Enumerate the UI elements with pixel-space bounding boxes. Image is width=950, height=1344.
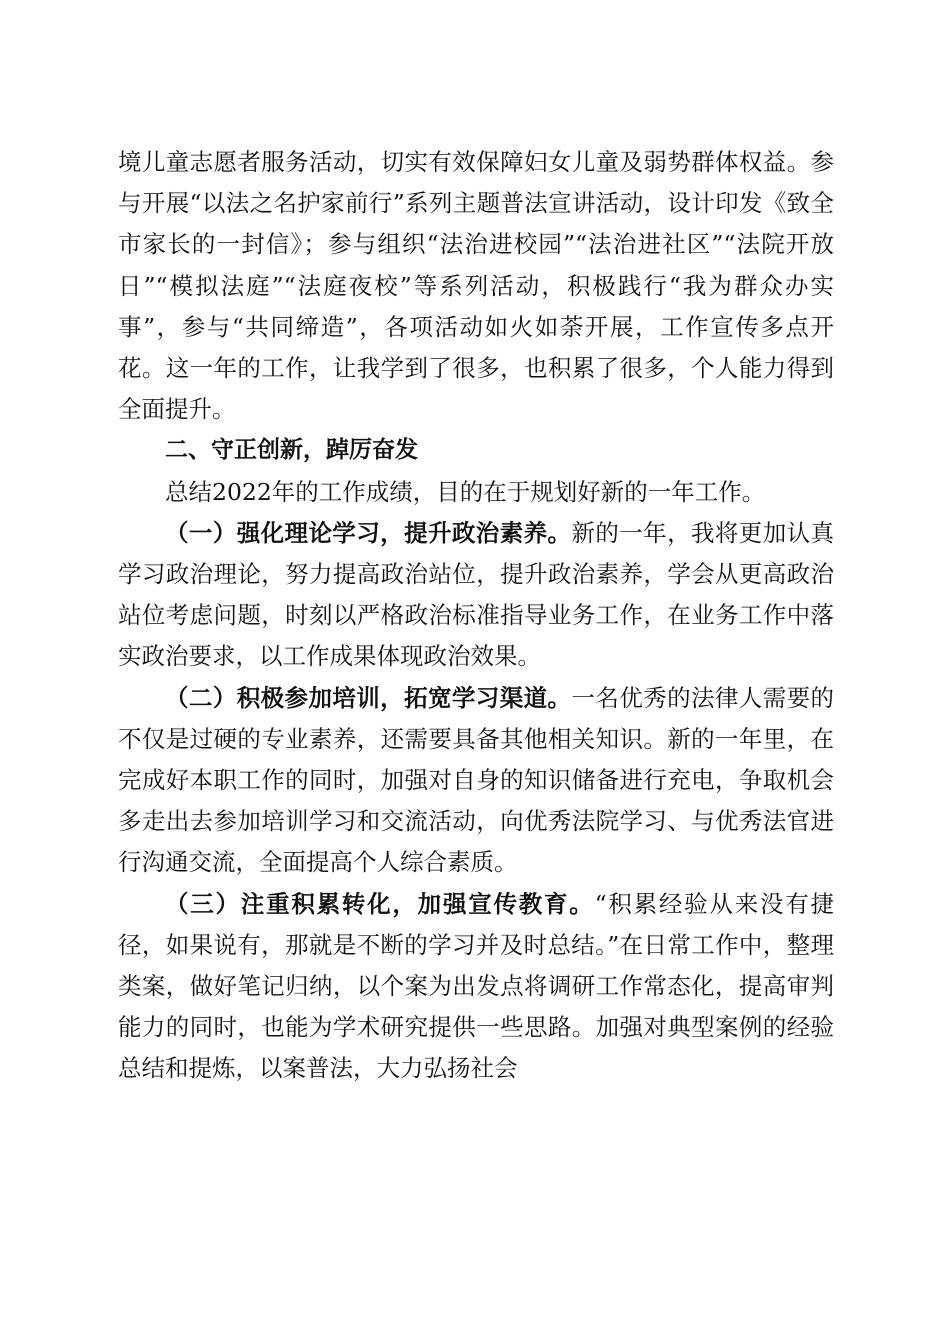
- item-paragraph: [118, 513, 834, 678]
- item-body: 新的一年，我将更加认真学习政治理论，努力提高政治站位，提升政治素养，学会从更高政治站位考虑问题，时刻以严格政治标准指导业务工作，在业务工作中落实政治要求，以工作成果体现政治效果。: [118, 518, 835, 671]
- paragraph-continuation: 境儿童志愿者服务活动，切实有效保障妇女儿童及弱势群体权益。参与开展“以法之名护家前行”系列主题普法宣讲活动，设计印发《致全市家长的一封信》；参与组织“法治进校园”“法治进社区”“法院开放日”“模拟法庭”“法庭夜校”等系列活动，积极践行“我为群众办实事”，参与“共同缔造”，各项活动如火如荼开展，工作宣传多点开花。这一年的工作，让我学到了很多，也积累了很多，个人能力得到全面提升。: [118, 148, 834, 424]
- document-body: [118, 142, 834, 1090]
- section-heading: 二、守正创新，踔厉奋发: [165, 437, 418, 464]
- item-title: （二）积极参加培训，拓宽学习渠道。: [165, 683, 572, 712]
- section-intro: 总结2022年的工作成绩，目的在于规划好新的一年工作。: [165, 477, 766, 506]
- item-paragraph: [118, 678, 834, 884]
- item-title: （三）注重积累转化，加强宣传教育。: [165, 889, 595, 918]
- item-title: （一）强化理论学习，提升政治素养。: [165, 518, 572, 547]
- item-body: 一名优秀的法律人需要的不仅是过硬的专业素养，还需要具备其他相关知识。新的一年里，在完成好本职工作的同时，加强对自身的知识储备进行充电，争取机会多走出去参加培训学习和交流活动，向优秀法院学习、与优秀法官进行沟通交流，全面提高个人综合素质。: [118, 683, 835, 877]
- item-paragraph: [118, 884, 834, 1090]
- item-body: “积累经验从来没有捷径，如果说有，那就是不断的学习并及时总结。”在日常工作中，整理类案，做好笔记归纳，以个案为出发点将调研工作常态化，提高审判能力的同时，也能为学术研究提供一些思路。加强对典型案例的经验总结和提炼，以案普法，大力弘扬社会: [118, 889, 835, 1083]
